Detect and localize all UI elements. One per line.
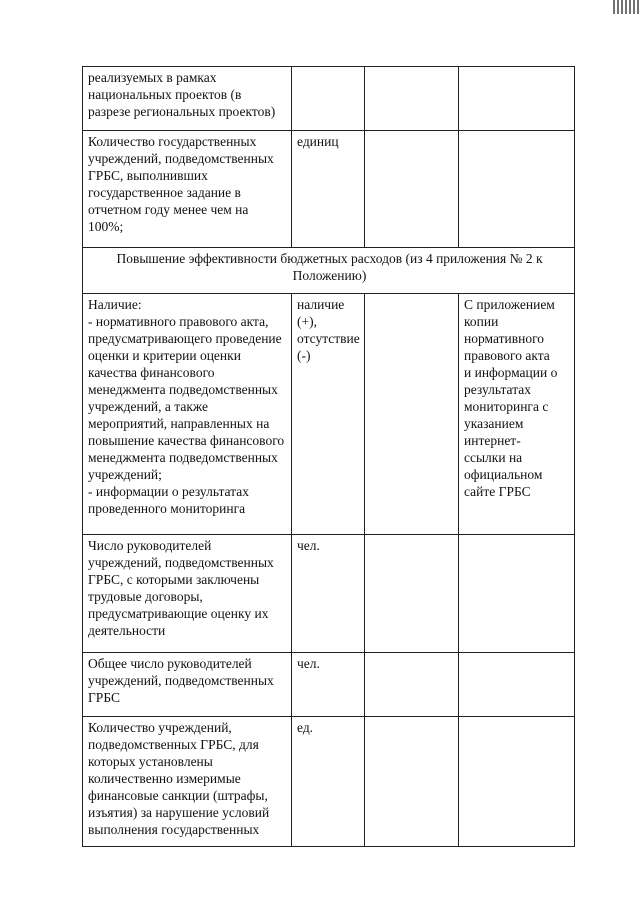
table-row — [83, 294, 575, 535]
indicator-cell-line: повышение качества финансового — [88, 433, 285, 448]
indicator-cell-line: учреждений; — [88, 467, 162, 482]
indicator-cell-line: отчетном году менее чем на — [88, 202, 249, 217]
indicator-cell-line: ГРБС, выполнивших — [88, 168, 208, 183]
value-cell — [365, 653, 459, 717]
unit-cell — [292, 294, 365, 535]
unit-cell-line: чел. — [297, 538, 320, 553]
section-header-row — [83, 248, 575, 294]
value-cell — [365, 131, 459, 248]
indicator-cell — [83, 717, 292, 847]
indicator-cell — [83, 67, 292, 131]
note-cell-line: сайте ГРБС — [464, 484, 531, 499]
indicator-cell-line: ГРБС, с которыми заключены — [88, 572, 260, 587]
unit-cell-line: (+), — [297, 314, 317, 329]
indicator-cell — [83, 131, 292, 248]
indicator-cell-line: подведомственных ГРБС, для — [88, 737, 259, 752]
indicator-cell-line: которых установлены — [88, 754, 213, 769]
value-cell — [365, 535, 459, 653]
section-title-line: Повышение эффективности бюджетных расходов (из 4 приложения № 2 к — [116, 251, 543, 266]
indicator-cell-line: проведенного мониторинга — [88, 501, 246, 516]
unit-cell — [292, 717, 365, 847]
note-cell — [459, 67, 575, 131]
indicator-cell-line: Общее число руководителей — [88, 656, 252, 671]
section-title — [83, 248, 575, 294]
indicator-cell-line: учреждений, а также — [88, 399, 209, 414]
indicator-cell-line: национальных проектов (в — [88, 87, 242, 102]
indicator-cell-line: деятельности — [88, 623, 166, 638]
indicator-cell-line: Число руководителей — [88, 538, 212, 553]
indicator-cell-line: учреждений, подведомственных — [88, 151, 274, 166]
table-row — [83, 535, 575, 653]
unit-cell-line: (-) — [297, 348, 311, 363]
note-cell-line: интернет- — [464, 433, 521, 448]
note-cell — [459, 535, 575, 653]
indicator-cell-line: разрезе региональных проектов) — [88, 104, 276, 119]
unit-cell-line: наличие — [297, 297, 345, 312]
indicator-cell-line: трудовые договоры, — [88, 589, 203, 604]
note-cell-line: мониторинга с — [464, 399, 549, 414]
indicator-cell-line: Количество государственных — [88, 134, 257, 149]
note-cell — [459, 131, 575, 248]
table-row — [83, 131, 575, 248]
indicator-cell-line: предусматривающего проведение — [88, 331, 282, 346]
note-cell — [459, 294, 575, 535]
value-cell — [365, 67, 459, 131]
indicator-cell-line: Количество учреждений, — [88, 720, 232, 735]
indicator-cell-line: изъятия) за нарушение условий — [88, 805, 270, 820]
unit-cell-line: ед. — [297, 720, 314, 735]
table-row — [83, 717, 575, 847]
value-cell — [365, 717, 459, 847]
indicator-cell — [83, 653, 292, 717]
note-cell-line: С приложением — [464, 297, 555, 312]
note-cell-line: и информации о — [464, 365, 558, 380]
section-title-line: Положению) — [292, 268, 367, 283]
value-cell — [365, 294, 459, 535]
indicator-cell-line: менеджмента подведомственных — [88, 382, 278, 397]
indicators-table — [82, 66, 575, 847]
unit-cell — [292, 131, 365, 248]
indicator-cell-line: количественно измеримые — [88, 771, 241, 786]
unit-cell-line: отсутствие — [297, 331, 360, 346]
note-cell-line: копии — [464, 314, 499, 329]
note-cell-line: ссылки на — [464, 450, 523, 465]
indicator-cell-line: ГРБС — [88, 690, 120, 705]
indicator-cell-line: предусматривающие оценку их — [88, 606, 269, 621]
indicator-cell-line: менеджмента подведомственных — [88, 450, 278, 465]
note-cell-line: указанием — [464, 416, 524, 431]
indicator-cell-line: учреждений, подведомственных — [88, 673, 274, 688]
note-cell-line: правового акта — [464, 348, 550, 363]
note-cell — [459, 653, 575, 717]
indicator-cell — [83, 535, 292, 653]
indicator-cell-line: мероприятий, направленных на — [88, 416, 270, 431]
indicator-cell-line: государственное задание в — [88, 185, 241, 200]
table-row — [83, 653, 575, 717]
note-cell-line: результатах — [464, 382, 532, 397]
indicator-cell-line: выполнения государственных — [88, 822, 260, 837]
indicator-cell-line: качества финансового — [88, 365, 215, 380]
scan-artifact — [613, 0, 639, 14]
indicator-cell-line: 100%; — [88, 219, 124, 234]
note-cell — [459, 717, 575, 847]
indicator-cell-line: учреждений, подведомственных — [88, 555, 274, 570]
unit-cell-line: единиц — [297, 134, 339, 149]
unit-cell — [292, 67, 365, 131]
indicator-cell — [83, 294, 292, 535]
indicator-cell-line: - нормативного правового акта, — [88, 314, 269, 329]
unit-cell — [292, 535, 365, 653]
indicator-cell-line: оценки и критерии оценки — [88, 348, 241, 363]
unit-cell-line: чел. — [297, 656, 320, 671]
unit-cell — [292, 653, 365, 717]
indicator-cell-line: Наличие: — [88, 297, 142, 312]
indicator-cell-line: финансовые санкции (штрафы, — [88, 788, 268, 803]
table-row — [83, 67, 575, 131]
indicator-cell-line: реализуемых в рамках — [88, 70, 217, 85]
note-cell-line: официальном — [464, 467, 543, 482]
note-cell-line: нормативного — [464, 331, 545, 346]
indicator-cell-line: - информации о результатах — [88, 484, 249, 499]
